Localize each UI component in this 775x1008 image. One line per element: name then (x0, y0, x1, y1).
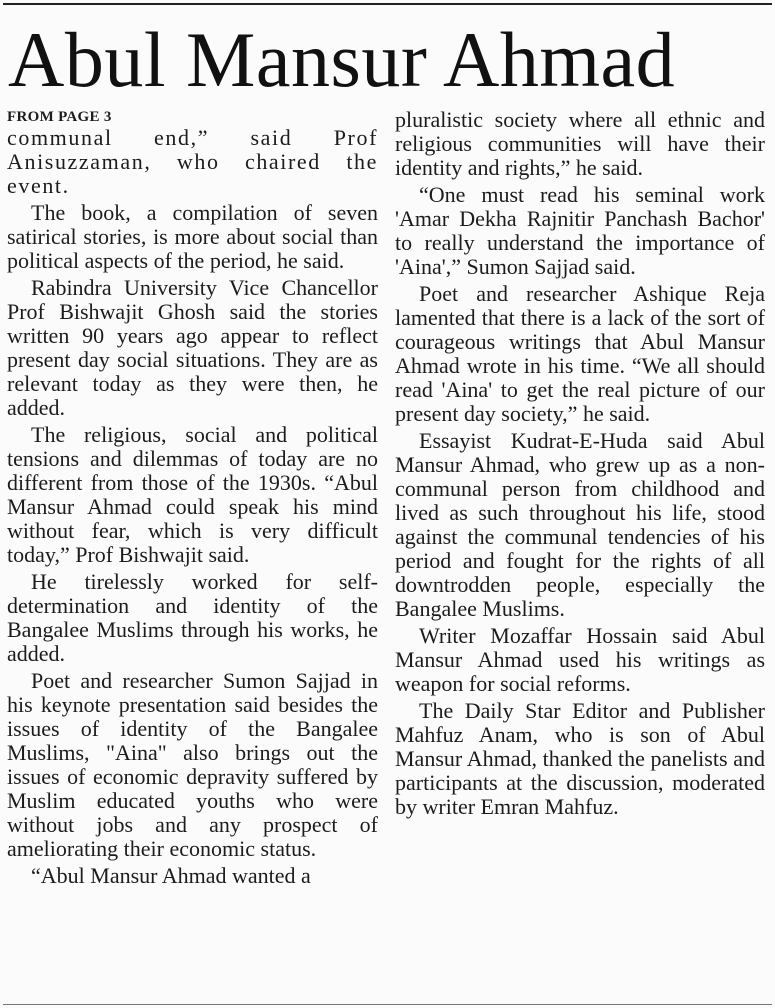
paragraph: The book, a compilation of seven satirical stories, is more about social than political aspects of the period, he said. (7, 200, 378, 273)
paragraph: Rabindra University Vice Chancellor Prof Bishwajit Ghosh said the stories written 90 years ago appear to reflect present day social situations. They are as relevant today as they were then, he added. (7, 275, 378, 420)
left-column (7, 108, 378, 891)
right-column (395, 108, 765, 822)
top-rule (3, 3, 772, 5)
paragraph: He tirelessly worked for self-determination and identity of the Bangalee Muslims through his works, he added. (7, 569, 378, 666)
paragraph: Poet and researcher Ashique Reja lamented that there is a lack of the sort of courageous writings that Abul Mansur Ahmad wrote in his time. “We all should read 'Aina' to get the real picture of our present day society,” he said. (395, 281, 765, 426)
continued-from-kicker: FROM PAGE 3 (7, 109, 112, 125)
paragraph: Poet and researcher Sumon Sajjad in his keynote presentation said besides the issues of identity of the Bangalee Muslims, "Aina" also brings out the issues of economic depravity suffered by Muslim educated youths who were without jobs and any prospect of ameliorating their economic status. (7, 668, 378, 861)
headline: Abul Mansur Ahmad (8, 16, 676, 103)
bottom-rule (3, 1004, 772, 1005)
paragraph: communal end,” said Prof Anisuzzaman, who chaired the event. (7, 125, 378, 198)
paragraph: The religious, social and political tensions and dilemmas of today are no different from those of the 1930s. “Abul Mansur Ahmad could speak his mind without fear, which is very difficult today,” Prof Bishwajit said. (7, 422, 378, 567)
paragraph: “Abul Mansur Ahmad wanted a (31, 863, 311, 888)
paragraph: Essayist Kudrat-E-Huda said Abul Mansur Ahmad, who grew up as a non-communal person from childhood and lived as such throughout his life, stood against the communal tendencies of his period and fought for the rights of all downtrodden people, especially the Bangalee Muslims. (395, 428, 765, 621)
paragraph: The Daily Star Editor and Publisher Mahfuz Anam, who is son of Abul Mansur Ahmad, thanked the panelists and participants at the discussion, moderated by writer Emran Mahfuz. (395, 698, 765, 819)
paragraph: pluralistic society where all ethnic and religious communities will have their identity and rights,” he said. (395, 107, 765, 180)
paragraph: “One must read his seminal work 'Amar Dekha Rajnitir Panchash Bachor' to really understand the importance of 'Aina',” Sumon Sajjad said. (395, 182, 765, 279)
paragraph: Writer Mozaffar Hossain said Abul Mansur Ahmad used his writings as weapon for social reforms. (395, 623, 765, 696)
